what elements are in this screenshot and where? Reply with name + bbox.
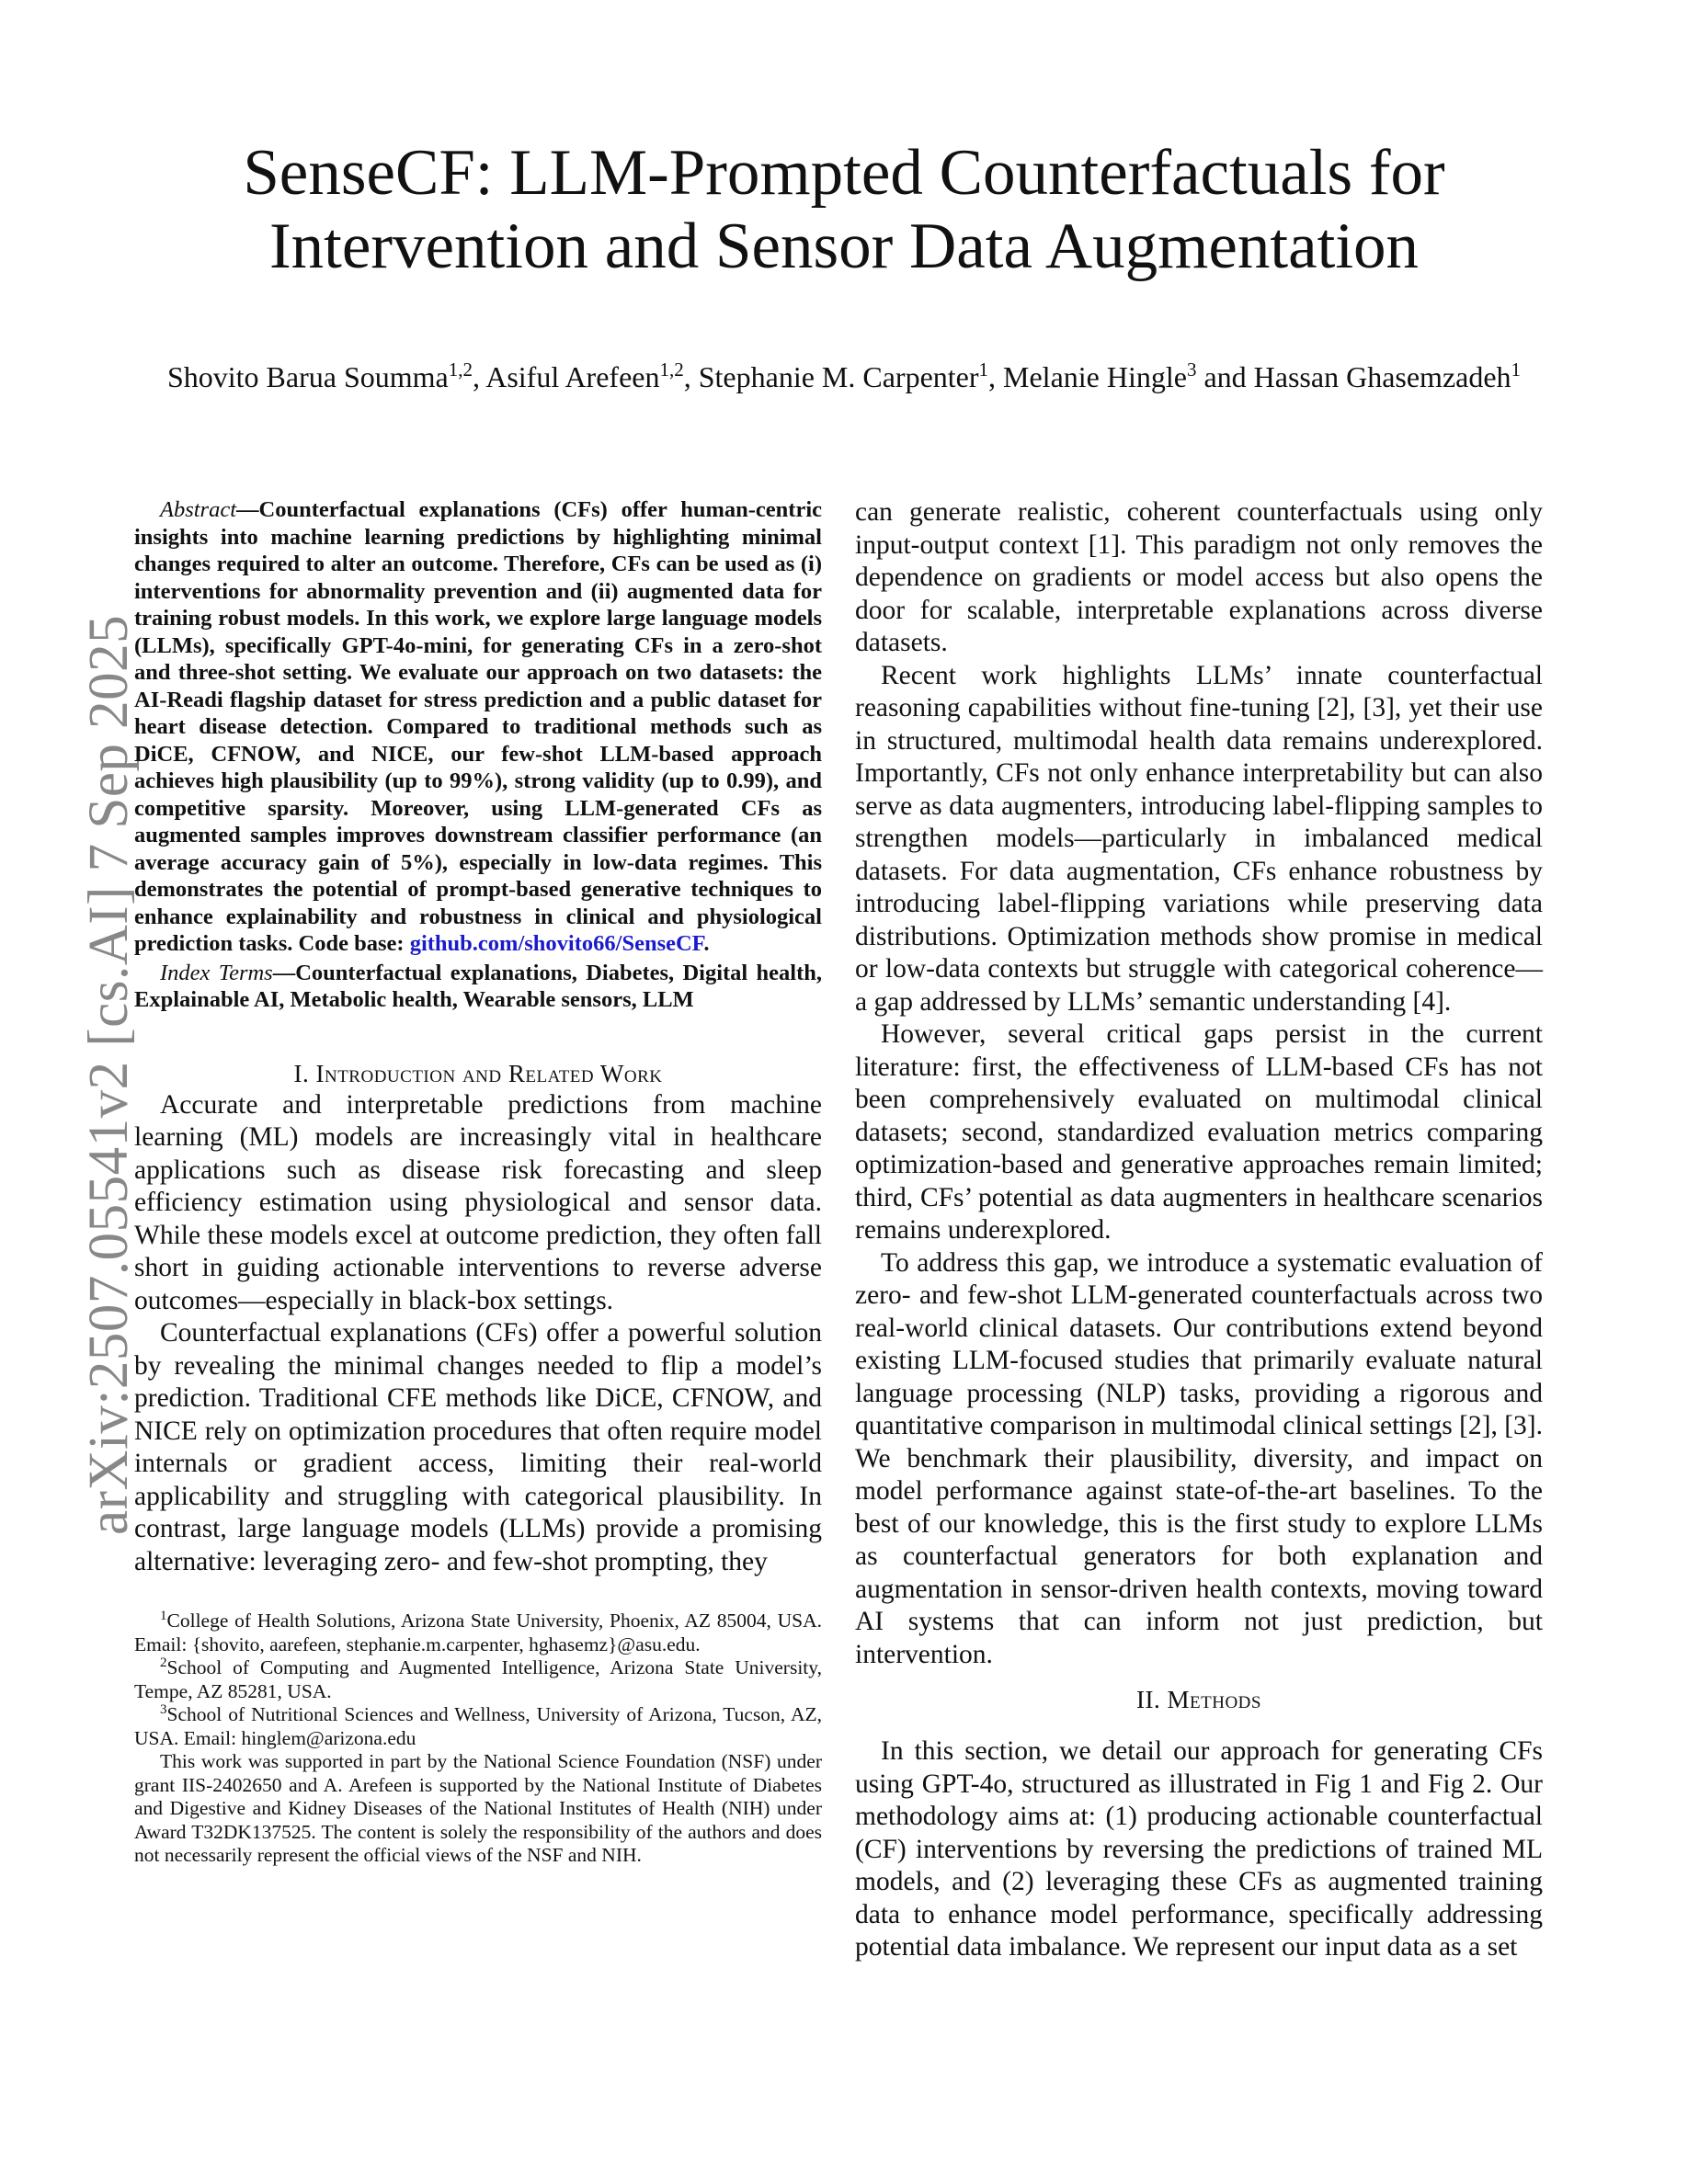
author-affiliation: 1,2 [659, 358, 684, 381]
index-terms-text: —Counterfactual explanations, Diabetes, Digital health, Explainable AI, Metabolic health, Wearable sensors, LLM [134, 960, 822, 1012]
funding-note-text: This work was supported in part by the National Science Foundation (NSF) under grant IIS-2402650 and A. Arefeen is supported by the National Institute of Diabetes and Digestive and Kidney Diseases of the National Institutes of Health (NIH) under Award T32DK137525. The content is solely the responsibility of the authors and does not necessarily represent the official views of the NSF and NIH. [134, 1750, 822, 1866]
index-terms-lead: Index Terms [160, 960, 273, 985]
abstract-end: . [703, 931, 710, 956]
footnote [134, 1656, 822, 1703]
body-paragraph-continuation: can generate realistic, coherent counterfactuals using only input-output context [1]. This paradigm not only removes the dependence on gradients or model access but also opens the door for scalable, interpretable explanations across diverse datasets. [855, 497, 1543, 657]
author-separator: , [683, 360, 699, 393]
title-line-2: Intervention and Sensor Data Augmentation [268, 210, 1420, 282]
abstract-lead: Abstract [160, 497, 237, 522]
body-paragraph: Recent work highlights LLMs’ innate counterfactual reasoning capabilities without fine-tuning [2], [3], yet their use in structured, multimodal health data remains underexplored. Importantly, CFs not only enhance interpretability but can also serve as data augmenters, introducing label-flipping samples to strengthen models—particularly in imbalanced medical datasets. For data augmentation, CFs enhance robustness by introducing label-flipping variations while preserving data distributions. Optimization methods show promise in medical or low-data contexts but struggle with categorical coherence—a gap addressed by LLMs’ semantic understanding [4]. [855, 660, 1543, 1017]
author-name: Shovito Barua Soumma [166, 360, 449, 393]
footnote-mark: 1 [160, 1609, 167, 1623]
arxiv-identifier-stamp: arXiv:2507.05541v2 [cs.AI] 7 Sep 2025 [78, 614, 140, 1535]
right-column [855, 496, 1543, 1964]
footnote-mark: 3 [160, 1702, 167, 1717]
funding-note [134, 1750, 822, 1868]
body-paragraph: In this section, we detail our approach for generating CFs using GPT-4o, structured as illustrated in Fig 1 and Fig 2. Our methodology aims at: (1) producing actionable counterfactual (CF) interventions by reversing the predictions of trained ML models, and (2) leveraging these CFs as augmented training data to enhance model performance, specifically addressing potential data imbalance. We represent our input data as a set [855, 1736, 1543, 1962]
body-paragraph: Counterfactual explanations (CFs) offer a powerful solution by revealing the minimal changes needed to flip a model’s prediction. Traditional CFE methods like DiCE, CFNOW, and NICE rely on optimization procedures that often require model internals or gradient access, limiting their real-world applicability and struggling with categorical plausibility. In contrast, large language models (LLMs) provide a promising alternative: leveraging zero- and few-shot prompting, they [134, 1318, 822, 1576]
footnote [134, 1610, 822, 1656]
footnotes [134, 1610, 822, 1868]
body-paragraph: To address this gap, we introduce a systematic evaluation of zero- and few-shot LLM-generated counterfactuals across two real-world clinical datasets. Our contributions extend beyond existing LLM-focused studies that primarily evaluate natural language processing (NLP) tasks, providing a rigorous and quantitative comparison in multimodal clinical settings [2], [3]. We benchmark their plausibility, diversity, and impact on model performance against state-of-the-art baselines. To the best of our knowledge, this is the first study to explore LLMs as counterfactual generators for both explanation and augmentation in sensor-driven health contexts, moving toward AI systems that can inform not just prediction, but intervention. [855, 1247, 1543, 1669]
abstract [134, 496, 822, 958]
author-affiliation: 1,2 [448, 358, 473, 381]
paper-title [92, 136, 1596, 283]
author-name: Melanie Hingle [1003, 360, 1187, 393]
footnote-text: School of Computing and Augmented Intelligence, Arizona State University, Tempe, AZ 85281, USA. [134, 1656, 822, 1702]
section-heading-introduction: I. Introduction and Related Work [293, 1059, 663, 1087]
author-affiliation: 3 [1186, 358, 1197, 381]
title-line-1: SenseCF: LLM-Prompted Counterfactuals for [243, 137, 1445, 209]
body-paragraph: Accurate and interpretable predictions from machine learning (ML) models are increasingly vital in healthcare applications such as disease risk forecasting and sleep efficiency estimation using physiological and sensor data. While these models excel at outcome prediction, they often fall short in guiding actionable interventions to reverse adverse outcomes—especially in black-box settings. [134, 1089, 822, 1315]
footnote-text: School of Nutritional Sciences and Wellness, University of Arizona, Tucson, AZ, USA. Email: hinglem@arizona.edu [134, 1703, 822, 1749]
section-heading-methods: II. Methods [1136, 1686, 1261, 1713]
left-column [134, 496, 822, 1868]
author-affiliation: 1 [978, 358, 989, 381]
author-name: Asiful Arefeen [485, 360, 660, 393]
author-separator: and [1196, 360, 1254, 393]
abstract-text: —Counterfactual explanations (CFs) offer human-centric insights into machine learning predictions by highlighting minimal changes required to alter an outcome. Therefore, CFs can be used as (i) interventions for abnormality prevention and (ii) augmented data for training robust models. In this work, we explore large language models (LLMs), specifically GPT-4o-mini, for generating CFs in a zero-shot and three-shot setting. We evaluate our approach on two datasets: the AI-Readi flagship dataset for stress prediction and a public dataset for heart disease detection. Compared to traditional methods such as DiCE, CFNOW, and NICE, our few-shot LLM-based approach achieves high plausibility (up to 99%), strong validity (up to 0.99), and competitive sparsity. Moreover, using LLM-generated CFs as augmented samples improves downstream classifier performance (an average accuracy gain of 5%), especially in low-data regimes. This demonstrates the potential of prompt-based generative techniques to enhance explainability and robustness in clinical and physiological prediction tasks. Code base: [134, 497, 822, 956]
author-name: Stephanie M. Carpenter [698, 360, 979, 393]
index-terms [134, 960, 822, 1014]
footnote-mark: 2 [160, 1655, 167, 1670]
code-base-link[interactable]: github.com/shovito66/SenseCF [409, 931, 704, 956]
author-affiliation: 1 [1511, 358, 1522, 381]
author-list [92, 358, 1596, 395]
author-separator: , [988, 360, 1004, 393]
footnote [134, 1703, 822, 1750]
author-name: Hassan Ghasemzadeh [1253, 360, 1511, 393]
author-separator: , [472, 360, 486, 393]
footnote-text: College of Health Solutions, Arizona State University, Phoenix, AZ 85004, USA. Email: {shovito, aarefeen, stephanie.m.carpenter, hghasemz}@asu.edu. [134, 1610, 822, 1655]
body-paragraph: However, several critical gaps persist in the current literature: first, the effectiveness of LLM-based CFs has not been comprehensively evaluated on multimodal clinical datasets; second, standardized evaluation metrics comparing optimization-based and generative approaches remain limited; third, CFs’ potential as data augmenters in healthcare scenarios remains underexplored. [855, 1019, 1543, 1245]
